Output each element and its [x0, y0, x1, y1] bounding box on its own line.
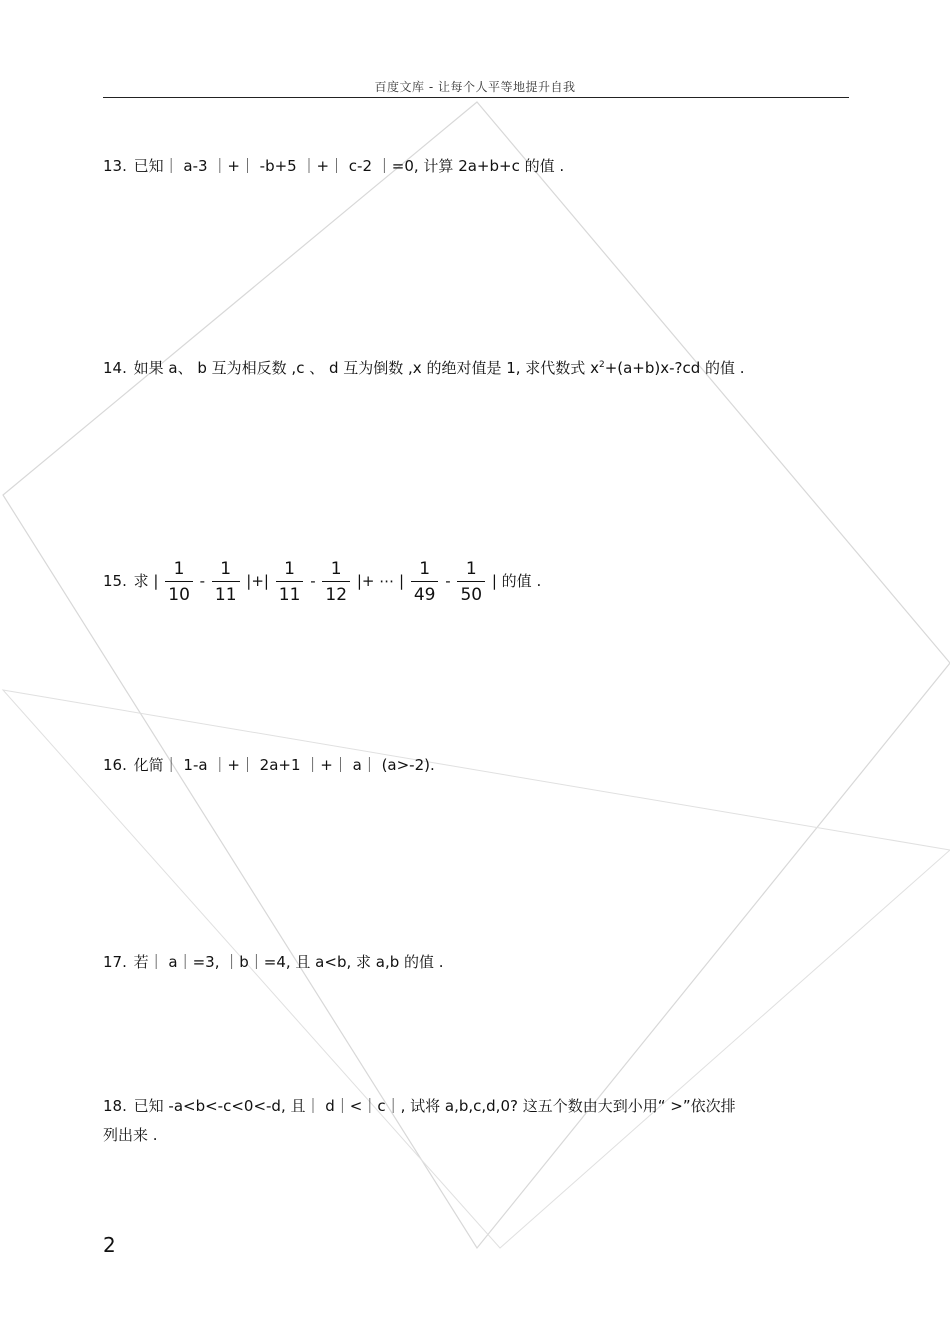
- problem-number: 18.: [103, 1097, 127, 1115]
- problem-number: 16.: [103, 756, 127, 774]
- problem-14: [103, 355, 745, 378]
- header-divider: [103, 97, 849, 98]
- page-header: 百度文库 - 让每个人平等地提升自我: [374, 80, 576, 94]
- problem-text: 如果 a、 b 互为相反数 ,c 、 d 互为倒数 ,x 的绝对值是 1, 求代数式 x: [133, 359, 599, 377]
- problem-15: [103, 556, 541, 606]
- problem-suffix: | 的值 .: [491, 572, 542, 590]
- problem-number: 17.: [103, 953, 127, 971]
- problem-number: 13.: [103, 157, 127, 175]
- exponent: 2: [598, 360, 605, 370]
- ellipsis-separator: |+ ⋯ |: [356, 572, 405, 590]
- problem-text: 已知 -a<b<-c<0<-d, 且｜ d｜<｜c｜, 试将 a,b,c,d,0? 这五个数由大到小用“ >”依次排: [133, 1097, 736, 1115]
- fraction-1-11-b: $\frac{1}{11}$: [276, 558, 304, 606]
- fraction-1-50: $\frac{1}{50}$: [457, 558, 485, 606]
- problem-text: 已知｜ a-3 ｜+｜ -b+5 ｜+｜ c-2 ｜=0, 计算 2a+b+c 的值 .: [133, 157, 565, 175]
- problem-number: 15.: [103, 572, 127, 590]
- fraction-1-11: $\frac{1}{11}$: [212, 558, 240, 606]
- page-number: 2: [103, 1233, 116, 1257]
- problem-text: 化简｜ 1-a ｜+｜ 2a+1 ｜+｜ a｜ (a>-2).: [133, 756, 435, 774]
- problem-text: 若｜ a｜=3, ｜b｜=4, 且 a<b, 求 a,b 的值 .: [133, 953, 444, 971]
- minus-sign: -: [199, 572, 206, 590]
- problem-13: [103, 156, 564, 176]
- problem-prefix: 求 |: [133, 572, 159, 590]
- minus-sign: -: [310, 572, 316, 590]
- problem-18: [103, 1096, 736, 1116]
- problem-18-continuation: 列出来 .: [103, 1126, 158, 1144]
- problem-16: [103, 755, 435, 775]
- fraction-1-12: $\frac{1}{12}$: [322, 558, 350, 606]
- problem-number: 14.: [103, 359, 127, 377]
- abs-plus-separator: |+|: [246, 572, 269, 590]
- fraction-1-10: $\frac{1}{10}$: [165, 558, 193, 606]
- problem-text-continued: +(a+b)x-?cd 的值 .: [604, 359, 745, 377]
- fraction-1-49: $\frac{1}{49}$: [411, 558, 439, 606]
- problem-17: [103, 952, 444, 972]
- minus-sign: -: [445, 572, 451, 590]
